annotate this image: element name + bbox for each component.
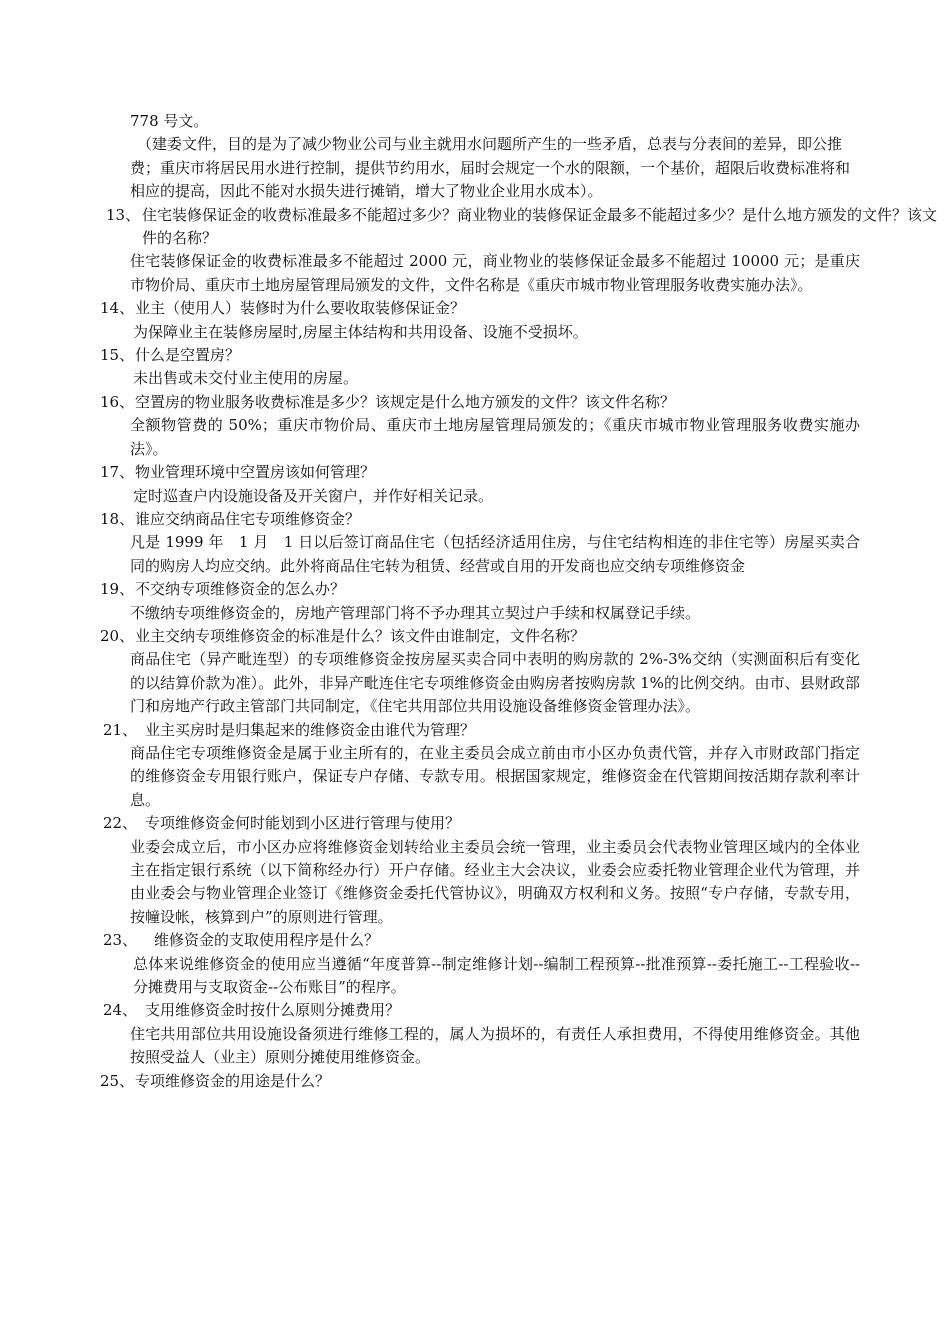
- intro-paragraph: （建委文件，目的是为了减少物业公司与业主就用水问题所产生的一些矛盾，总表与分表间的差异，即公推费；重庆市将居民用水进行控制，提供节约用水，届时会规定一个水的限额，一个基价，超限后收费标准将和相应的提高，因此不能对水损失进行摊销，增大了物业企业用水成本）。: [130, 135, 851, 201]
- question-number: 15、: [100, 346, 135, 365]
- question-number: 19、: [100, 580, 135, 599]
- answer-text: 不缴纳专项维修资金的，房地产管理部门将不予办理其立契过户手续和权属登记手续。: [130, 603, 701, 622]
- answer-text: 商品住宅专项维修资金是属于业主所有的，在业主委员会成立前由市小区办负责代管，并存入市财政部门指定的维修资金专用银行账户，保证专户存储、专款专用。根据国家规定，维修资金在代管期间按活期存款利率计息。: [130, 743, 860, 809]
- qa-item-15: [0, 344, 950, 391]
- qa-item-22: [0, 812, 950, 929]
- question-number: 23、: [103, 931, 138, 950]
- answer-text: 定时巡查户内设施设备及开关窗户，并作好相关记录。: [133, 486, 494, 505]
- question-number: 21、: [103, 720, 138, 739]
- qa-item-19: [0, 578, 950, 625]
- question-text: 业主买房时是归集起来的维修资金由谁代为管理？: [145, 720, 476, 739]
- question-row: [100, 461, 940, 484]
- answer-text: 全额物管费的 50%；重庆市物价局、重庆市土地房屋管理局颁发的；《重庆市城市物业管理服务收费实施办法》。: [130, 416, 860, 458]
- question-row: [100, 1070, 940, 1093]
- question-text: 空置房的物业服务收费标准是多少？该规定是什么地方颁发的文件？该文件名称？: [135, 392, 676, 411]
- question-row: [103, 929, 943, 952]
- qa-item-20: [0, 625, 950, 719]
- question-row: [100, 578, 940, 601]
- question-number: 20、: [100, 626, 135, 645]
- question-number: 16、: [100, 392, 135, 411]
- qa-item-14: [0, 297, 950, 344]
- question-row: [103, 812, 943, 835]
- question-text: 业主交纳专项维修资金的标准是什么？该文件由谁制定，文件名称？: [135, 626, 586, 645]
- qa-item-25: [0, 1070, 950, 1093]
- question-text: 支用维修资金时按什么原则分摊费用？: [145, 1001, 401, 1020]
- question-row: [103, 999, 943, 1022]
- question-text: 物业管理环境中空置房该如何管理？: [135, 463, 376, 482]
- question-number: 25、: [100, 1071, 135, 1090]
- question-row: [100, 508, 940, 531]
- qa-item-24: [0, 999, 950, 1069]
- answer-text: 业委会成立后，市小区办应将维修资金划转给业主委员会统一管理，业主委员会代表物业管理区域内的全体业主在指定银行系统（以下简称经办行）开户存储。经业主大会决议，业委会应委托物业管理企业代为管理，并由业委会与物业管理企业签订《维修资金委托代管协议》，明确双方权利和义务。按照“专户存储，专款专用，按幢设帐，核算到户”的原则进行管理。: [130, 837, 860, 926]
- question-number: 13、: [106, 205, 141, 224]
- intro-line: 778 号文。: [130, 112, 209, 130]
- question-number: 14、: [100, 299, 135, 318]
- qa-item-23: [0, 929, 950, 999]
- question-row: [106, 204, 946, 251]
- answer-text: 为保障业主在装修房屋时,房屋主体结构和共用设备、设施不受损坏。: [133, 322, 588, 341]
- answer-text: 住宅共用部位共用设施设备须进行维修工程的，属人为损坏的，有责任人承担费用，不得使用维修资金。其他按照受益人（业主）原则分摊使用维修资金。: [130, 1024, 860, 1067]
- question-text: 专项维修资金的用途是什么？: [135, 1071, 331, 1090]
- question-row: [100, 391, 940, 414]
- qa-item-17: [0, 461, 950, 508]
- question-number: 18、: [100, 509, 135, 528]
- question-row: [100, 344, 940, 367]
- question-text: 不交纳专项维修资金的怎么办？: [135, 580, 346, 599]
- question-text: 谁应交纳商品住宅专项维修资金？: [135, 509, 361, 528]
- question-text: 维修资金的支取使用程序是什么？: [154, 931, 380, 950]
- question-text: 住宅装修保证金的收费标准最多不能超过多少？商业物业的装修保证金最多不能超过多少？是什么地方颁发的文件？该文件的名称？: [142, 205, 938, 248]
- qa-item-16: [0, 391, 950, 461]
- question-number: 22、: [103, 814, 138, 833]
- qa-item-21: [0, 719, 950, 813]
- qa-item-18: [0, 508, 950, 578]
- answer-text: 未出售或未交付业主使用的房屋。: [133, 369, 359, 388]
- question-row: [100, 297, 940, 320]
- question-number: 17、: [100, 463, 135, 482]
- question-text: 专项维修资金何时能划到小区进行管理与使用？: [145, 814, 461, 833]
- question-row: [100, 625, 940, 648]
- document-page: [0, 110, 950, 1093]
- qa-item-13: [0, 204, 950, 298]
- question-text: 什么是空置房？: [135, 346, 241, 365]
- question-number: 24、: [103, 1001, 138, 1020]
- question-row: [103, 719, 943, 742]
- question-text: 业主（使用人）装修时为什么要收取装修保证金？: [135, 299, 466, 318]
- answer-text: 凡是 1999 年 1 月 1 日以后签订商品住宅（包括经济适用住房，与住宅结构相连的非住宅等）房屋买卖合同的购房人均应交纳。此外将商品住宅转为租赁、经营或自用的开发商也应交纳专项维修资金: [130, 533, 860, 575]
- answer-text: 住宅装修保证金的收费标准最多不能超过 2000 元，商业物业的装修保证金最多不能超过 10000 元；是重庆市物价局、重庆市土地房屋管理局颁发的文件，文件名称是《重庆市城市物业管理服务收费实施办法》。: [130, 252, 860, 294]
- answer-text: 商品住宅（异产毗连型）的专项维修资金按房屋买卖合同中表明的购房款的 2%-3%交纳（实测面积后有变化的以结算价款为准）。此外，非异产毗连住宅专项维修资金由购房者按购房款 1%的比例交纳。由市、县财政部门和房地产行政主管部门共同制定，《住宅共用部位共用设施设备维修资金管理办法》。: [130, 650, 860, 716]
- answer-text: 总体来说维修资金的使用应当遵循“年度普算--制定维修计划--编制工程预算--批准预算--委托施工--工程验收--分摊费用与支取资金--公布账目”的程序。: [133, 954, 860, 997]
